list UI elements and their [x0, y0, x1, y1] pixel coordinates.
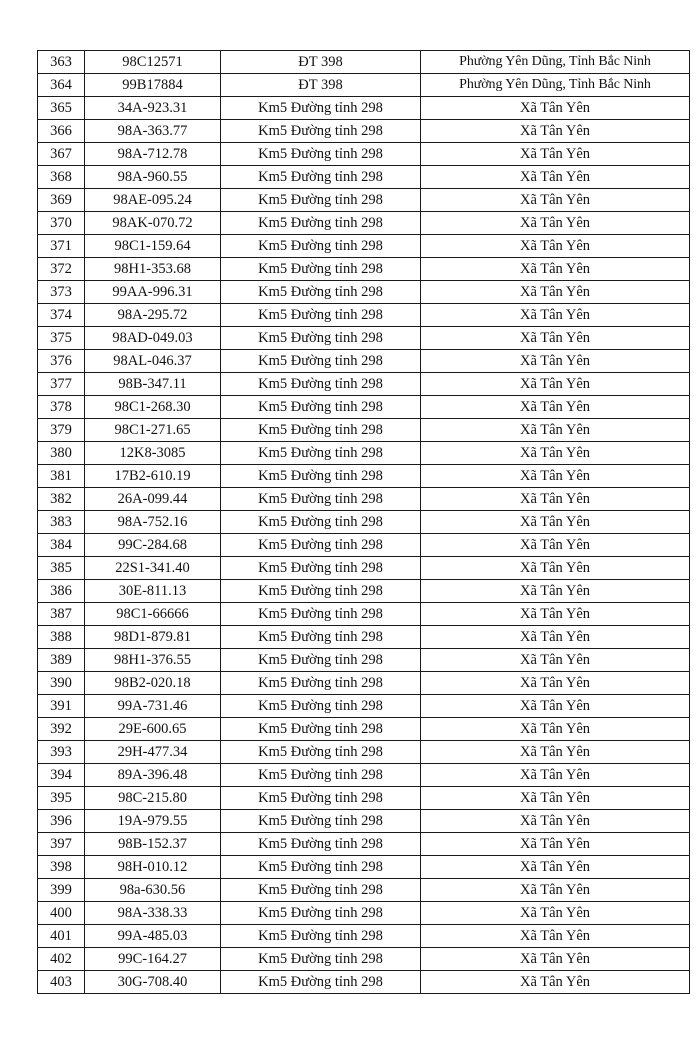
row-number: 401: [38, 925, 85, 948]
row-number: 372: [38, 258, 85, 281]
table-row: [38, 143, 690, 166]
row-number: 398: [38, 856, 85, 879]
table-row: [38, 419, 690, 442]
administrative-unit: Xã Tân Yên: [421, 879, 690, 902]
administrative-unit: Xã Tân Yên: [421, 465, 690, 488]
violation-location: Km5 Đường tỉnh 298: [221, 189, 421, 212]
administrative-unit: Xã Tân Yên: [421, 258, 690, 281]
violations-table: [37, 50, 690, 994]
administrative-unit: Xã Tân Yên: [421, 212, 690, 235]
license-plate: 29E-600.65: [85, 718, 221, 741]
violation-location: Km5 Đường tỉnh 298: [221, 948, 421, 971]
administrative-unit: Xã Tân Yên: [421, 971, 690, 994]
row-number: 387: [38, 603, 85, 626]
violation-location: Km5 Đường tỉnh 298: [221, 925, 421, 948]
violation-location: Km5 Đường tỉnh 298: [221, 488, 421, 511]
violation-location: Km5 Đường tỉnh 298: [221, 971, 421, 994]
row-number: 382: [38, 488, 85, 511]
violation-location: Km5 Đường tỉnh 298: [221, 373, 421, 396]
administrative-unit: Xã Tân Yên: [421, 97, 690, 120]
license-plate: 19A-979.55: [85, 810, 221, 833]
row-number: 390: [38, 672, 85, 695]
license-plate: 12K8-3085: [85, 442, 221, 465]
violation-location: Km5 Đường tỉnh 298: [221, 350, 421, 373]
administrative-unit: Xã Tân Yên: [421, 695, 690, 718]
violation-location: Km5 Đường tỉnh 298: [221, 879, 421, 902]
row-number: 365: [38, 97, 85, 120]
violation-location: Km5 Đường tỉnh 298: [221, 534, 421, 557]
row-number: 383: [38, 511, 85, 534]
violation-location: Km5 Đường tỉnh 298: [221, 810, 421, 833]
license-plate: 98C1-271.65: [85, 419, 221, 442]
row-number: 385: [38, 557, 85, 580]
table-row: [38, 764, 690, 787]
administrative-unit: Xã Tân Yên: [421, 925, 690, 948]
violation-location: Km5 Đường tỉnh 298: [221, 718, 421, 741]
administrative-unit: Xã Tân Yên: [421, 741, 690, 764]
license-plate: 99A-485.03: [85, 925, 221, 948]
table-row: [38, 488, 690, 511]
table-row: [38, 902, 690, 925]
table-row: [38, 166, 690, 189]
violations-table-body: [38, 51, 690, 994]
license-plate: 98AK-070.72: [85, 212, 221, 235]
administrative-unit: Xã Tân Yên: [421, 235, 690, 258]
license-plate: 98C-215.80: [85, 787, 221, 810]
violation-location: ĐT 398: [221, 51, 421, 74]
row-number: 392: [38, 718, 85, 741]
administrative-unit: Xã Tân Yên: [421, 603, 690, 626]
row-number: 371: [38, 235, 85, 258]
violation-location: Km5 Đường tỉnh 298: [221, 166, 421, 189]
row-number: 403: [38, 971, 85, 994]
license-plate: 98A-295.72: [85, 304, 221, 327]
license-plate: 99C-164.27: [85, 948, 221, 971]
administrative-unit: Phường Yên Dũng, Tỉnh Bắc Ninh: [421, 51, 690, 74]
table-row: [38, 212, 690, 235]
table-row: [38, 672, 690, 695]
license-plate: 99B17884: [85, 74, 221, 97]
table-row: [38, 856, 690, 879]
table-row: [38, 833, 690, 856]
license-plate: 98B2-020.18: [85, 672, 221, 695]
administrative-unit: Xã Tân Yên: [421, 902, 690, 925]
administrative-unit: Xã Tân Yên: [421, 948, 690, 971]
table-row: [38, 511, 690, 534]
row-number: 395: [38, 787, 85, 810]
violation-location: ĐT 398: [221, 74, 421, 97]
administrative-unit: Xã Tân Yên: [421, 649, 690, 672]
license-plate: 34A-923.31: [85, 97, 221, 120]
violation-location: Km5 Đường tỉnh 298: [221, 419, 421, 442]
license-plate: 98AL-046.37: [85, 350, 221, 373]
row-number: 369: [38, 189, 85, 212]
administrative-unit: Xã Tân Yên: [421, 856, 690, 879]
license-plate: 98C1-268.30: [85, 396, 221, 419]
row-number: 381: [38, 465, 85, 488]
table-row: [38, 534, 690, 557]
row-number: 370: [38, 212, 85, 235]
row-number: 377: [38, 373, 85, 396]
license-plate: 99C-284.68: [85, 534, 221, 557]
administrative-unit: Xã Tân Yên: [421, 718, 690, 741]
violation-location: Km5 Đường tỉnh 298: [221, 120, 421, 143]
table-row: [38, 787, 690, 810]
administrative-unit: Xã Tân Yên: [421, 511, 690, 534]
license-plate: 98B-347.11: [85, 373, 221, 396]
row-number: 373: [38, 281, 85, 304]
administrative-unit: Xã Tân Yên: [421, 373, 690, 396]
license-plate: 30G-708.40: [85, 971, 221, 994]
table-row: [38, 741, 690, 764]
license-plate: 98C1-159.64: [85, 235, 221, 258]
violation-location: Km5 Đường tỉnh 298: [221, 741, 421, 764]
table-row: [38, 442, 690, 465]
license-plate: 29H-477.34: [85, 741, 221, 764]
administrative-unit: Xã Tân Yên: [421, 534, 690, 557]
license-plate: 26A-099.44: [85, 488, 221, 511]
table-row: [38, 465, 690, 488]
table-row: [38, 74, 690, 97]
license-plate: 98H-010.12: [85, 856, 221, 879]
row-number: 397: [38, 833, 85, 856]
table-row: [38, 258, 690, 281]
row-number: 378: [38, 396, 85, 419]
violation-location: Km5 Đường tỉnh 298: [221, 281, 421, 304]
license-plate: 98H1-376.55: [85, 649, 221, 672]
administrative-unit: Xã Tân Yên: [421, 672, 690, 695]
license-plate: 89A-396.48: [85, 764, 221, 787]
administrative-unit: Xã Tân Yên: [421, 810, 690, 833]
table-row: [38, 948, 690, 971]
violation-location: Km5 Đường tỉnh 298: [221, 764, 421, 787]
row-number: 368: [38, 166, 85, 189]
row-number: 389: [38, 649, 85, 672]
violation-location: Km5 Đường tỉnh 298: [221, 695, 421, 718]
license-plate: 98A-338.33: [85, 902, 221, 925]
violation-location: Km5 Đường tỉnh 298: [221, 856, 421, 879]
table-row: [38, 557, 690, 580]
table-row: [38, 971, 690, 994]
table-row: [38, 373, 690, 396]
license-plate: 98B-152.37: [85, 833, 221, 856]
table-row: [38, 580, 690, 603]
administrative-unit: Xã Tân Yên: [421, 166, 690, 189]
license-plate: 98A-712.78: [85, 143, 221, 166]
row-number: 388: [38, 626, 85, 649]
violation-location: Km5 Đường tỉnh 298: [221, 143, 421, 166]
table-row: [38, 626, 690, 649]
table-row: [38, 281, 690, 304]
administrative-unit: Xã Tân Yên: [421, 327, 690, 350]
violation-location: Km5 Đường tỉnh 298: [221, 603, 421, 626]
violation-location: Km5 Đường tỉnh 298: [221, 465, 421, 488]
table-row: [38, 189, 690, 212]
license-plate: 98A-752.16: [85, 511, 221, 534]
administrative-unit: Xã Tân Yên: [421, 350, 690, 373]
row-number: 393: [38, 741, 85, 764]
row-number: 402: [38, 948, 85, 971]
row-number: 380: [38, 442, 85, 465]
row-number: 363: [38, 51, 85, 74]
administrative-unit: Xã Tân Yên: [421, 120, 690, 143]
administrative-unit: Xã Tân Yên: [421, 557, 690, 580]
violation-location: Km5 Đường tỉnh 298: [221, 304, 421, 327]
row-number: 367: [38, 143, 85, 166]
table-row: [38, 97, 690, 120]
row-number: 386: [38, 580, 85, 603]
violation-location: Km5 Đường tỉnh 298: [221, 442, 421, 465]
row-number: 375: [38, 327, 85, 350]
license-plate: 98a-630.56: [85, 879, 221, 902]
administrative-unit: Xã Tân Yên: [421, 626, 690, 649]
administrative-unit: Xã Tân Yên: [421, 580, 690, 603]
license-plate: 99AA-996.31: [85, 281, 221, 304]
violation-location: Km5 Đường tỉnh 298: [221, 258, 421, 281]
license-plate: 99A-731.46: [85, 695, 221, 718]
table-row: [38, 810, 690, 833]
administrative-unit: Xã Tân Yên: [421, 764, 690, 787]
table-row: [38, 120, 690, 143]
administrative-unit: Xã Tân Yên: [421, 488, 690, 511]
license-plate: 22S1-341.40: [85, 557, 221, 580]
table-row: [38, 603, 690, 626]
table-row: [38, 350, 690, 373]
violation-location: Km5 Đường tỉnh 298: [221, 672, 421, 695]
row-number: 379: [38, 419, 85, 442]
violation-location: Km5 Đường tỉnh 298: [221, 212, 421, 235]
administrative-unit: Xã Tân Yên: [421, 304, 690, 327]
row-number: 384: [38, 534, 85, 557]
violation-location: Km5 Đường tỉnh 298: [221, 396, 421, 419]
violation-location: Km5 Đường tỉnh 298: [221, 580, 421, 603]
row-number: 400: [38, 902, 85, 925]
license-plate: 98C1-66666: [85, 603, 221, 626]
license-plate: 17B2-610.19: [85, 465, 221, 488]
row-number: 399: [38, 879, 85, 902]
administrative-unit: Phường Yên Dũng, Tỉnh Bắc Ninh: [421, 74, 690, 97]
administrative-unit: Xã Tân Yên: [421, 442, 690, 465]
row-number: 366: [38, 120, 85, 143]
license-plate: 98A-960.55: [85, 166, 221, 189]
row-number: 364: [38, 74, 85, 97]
violation-location: Km5 Đường tỉnh 298: [221, 97, 421, 120]
row-number: 394: [38, 764, 85, 787]
violation-location: Km5 Đường tỉnh 298: [221, 557, 421, 580]
license-plate: 30E-811.13: [85, 580, 221, 603]
violation-location: Km5 Đường tỉnh 298: [221, 833, 421, 856]
violation-location: Km5 Đường tỉnh 298: [221, 902, 421, 925]
administrative-unit: Xã Tân Yên: [421, 143, 690, 166]
table-row: [38, 925, 690, 948]
row-number: 374: [38, 304, 85, 327]
license-plate: 98H1-353.68: [85, 258, 221, 281]
administrative-unit: Xã Tân Yên: [421, 396, 690, 419]
violation-location: Km5 Đường tỉnh 298: [221, 649, 421, 672]
license-plate: 98AE-095.24: [85, 189, 221, 212]
table-row: [38, 396, 690, 419]
row-number: 396: [38, 810, 85, 833]
administrative-unit: Xã Tân Yên: [421, 281, 690, 304]
table-row: [38, 235, 690, 258]
license-plate: 98A-363.77: [85, 120, 221, 143]
row-number: 376: [38, 350, 85, 373]
row-number: 391: [38, 695, 85, 718]
violation-location: Km5 Đường tỉnh 298: [221, 327, 421, 350]
table-row: [38, 51, 690, 74]
violation-location: Km5 Đường tỉnh 298: [221, 511, 421, 534]
table-row: [38, 649, 690, 672]
table-row: [38, 879, 690, 902]
table-row: [38, 695, 690, 718]
violation-location: Km5 Đường tỉnh 298: [221, 787, 421, 810]
administrative-unit: Xã Tân Yên: [421, 787, 690, 810]
table-row: [38, 718, 690, 741]
license-plate: 98AD-049.03: [85, 327, 221, 350]
license-plate: 98C12571: [85, 51, 221, 74]
administrative-unit: Xã Tân Yên: [421, 419, 690, 442]
violation-location: Km5 Đường tỉnh 298: [221, 626, 421, 649]
violation-location: Km5 Đường tỉnh 298: [221, 235, 421, 258]
administrative-unit: Xã Tân Yên: [421, 189, 690, 212]
license-plate: 98D1-879.81: [85, 626, 221, 649]
table-row: [38, 304, 690, 327]
administrative-unit: Xã Tân Yên: [421, 833, 690, 856]
table-row: [38, 327, 690, 350]
